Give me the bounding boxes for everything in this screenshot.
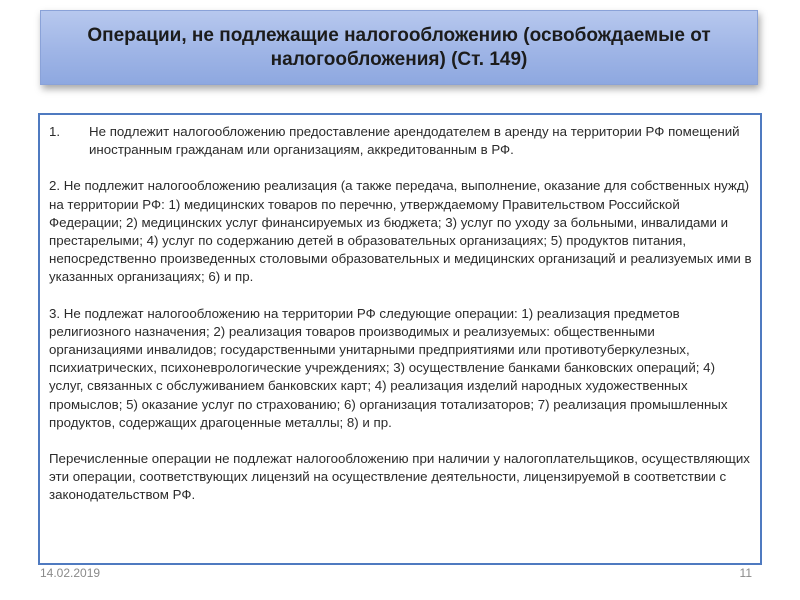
paragraph-2: 2. Не подлежит налогообложению реализация (а также передача, выполнение, оказание для собственных нужд) на территории РФ: 1) медицинских товаров по перечню, утверждаемому Правительством Российской Федерации; 2) медицинских услуг финансируемых из бюджета; 3) услуг по уходу за больными, инвалидами и престарелыми; 4) услуг по содержанию детей в образовательных организациях; 5) продуктов питания, непосредственно произведенных столовыми образовательных и медицинских организаций и реализуемых ими в указанных организациях; 6) и пр. (49, 178, 752, 285)
spacer (49, 159, 752, 177)
title-banner (40, 10, 758, 85)
paragraph-3: 3. Не подлежат налогообложению на территории РФ следующие операции: 1) реализация предметов религиозного назначения; 2) реализация товаров производимых и реализуемых: общественными организациями инвалидов; государственными унитарными предприятиями или противотуберкулезных, психиатрических, психоневрологические учреждениях; 3) осуществление банками банковских операций; 4) услуг, связанных с обслуживанием банковских карт; 4) реализация изделий народных художественных промыслов; 5) оказание услуг по страхованию; 6) организация тотализаторов; 7) реализация промышленных продуктов, содержащих драгоценные металлы; 8) и пр. (49, 305, 728, 430)
slide-title: Операции, не подлежащие налогообложению (освобождаемые от налогообложения) (Ст. 149) (87, 24, 711, 70)
list-item-number: 1. (49, 124, 61, 139)
page-number: 11 (739, 566, 752, 580)
list-item-text: Не подлежит налогообложению предоставление арендодателем в аренду на территории РФ помещений иностранным гражданам или организациям, аккредитованным в РФ. (89, 124, 740, 158)
spacer (49, 432, 752, 450)
spacer (49, 287, 752, 305)
content-box (38, 113, 762, 565)
list-item (49, 123, 752, 159)
footer-date: 14.02.2019 (40, 566, 101, 580)
paragraph-4: Перечисленные операции не подлежат налогообложению при наличии у налогоплательщиков, осуществляющих эти операции, соответствующих лицензий на осуществление деятельности, лицензируемой в соответствии с законодательством РФ. (49, 451, 750, 503)
